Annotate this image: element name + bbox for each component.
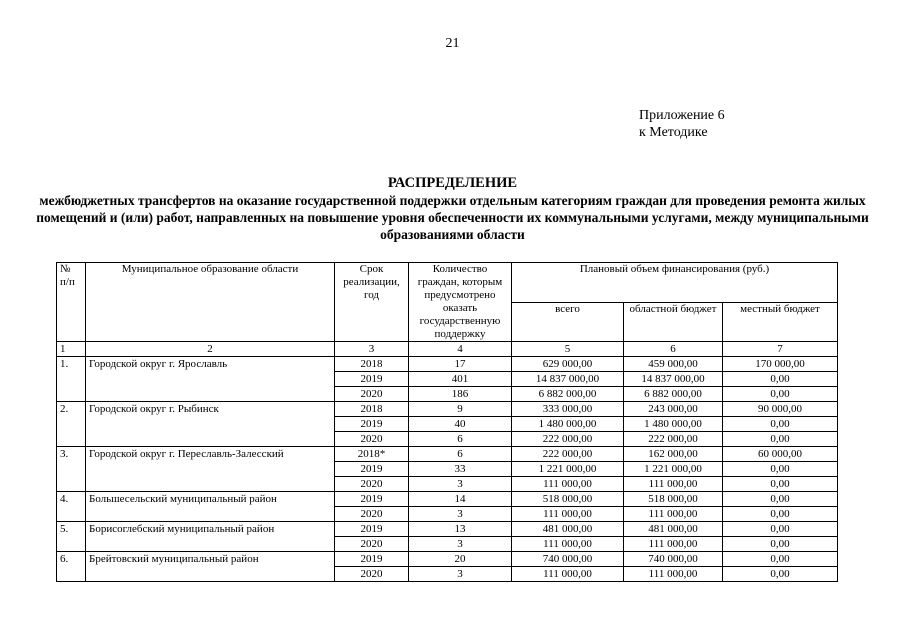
- header-total: всего: [512, 302, 624, 342]
- cell-regional: 111 000,00: [624, 537, 723, 552]
- cell-year: 2019: [335, 462, 409, 477]
- cell-total: 1 480 000,00: [512, 417, 624, 432]
- cell-count: 20: [409, 552, 512, 567]
- column-number: 1: [57, 342, 86, 357]
- appendix-reference: [639, 107, 725, 141]
- cell-count: 33: [409, 462, 512, 477]
- header-num: № п/п: [57, 263, 86, 342]
- cell-regional: 6 882 000,00: [624, 387, 723, 402]
- cell-regional: 14 837 000,00: [624, 372, 723, 387]
- column-number: 2: [86, 342, 335, 357]
- cell-regional: 162 000,00: [624, 447, 723, 462]
- column-number: 5: [512, 342, 624, 357]
- municipality-name: Городской округ г. Ярославль: [86, 357, 335, 402]
- cell-count: 3: [409, 507, 512, 522]
- cell-year: 2019: [335, 492, 409, 507]
- document-title: [30, 174, 875, 243]
- cell-local: 0,00: [723, 417, 838, 432]
- header-regional: областной бюджет: [624, 302, 723, 342]
- cell-regional: 111 000,00: [624, 477, 723, 492]
- cell-year: 2018: [335, 402, 409, 417]
- cell-count: 14: [409, 492, 512, 507]
- table-body: [57, 357, 838, 582]
- cell-year: 2019: [335, 417, 409, 432]
- column-number: 4: [409, 342, 512, 357]
- cell-regional: 243 000,00: [624, 402, 723, 417]
- appendix-line-2: к Методике: [639, 125, 708, 140]
- cell-local: 0,00: [723, 537, 838, 552]
- column-number: 3: [335, 342, 409, 357]
- cell-regional: 111 000,00: [624, 567, 723, 582]
- cell-year: 2020: [335, 567, 409, 582]
- cell-total: 14 837 000,00: [512, 372, 624, 387]
- cell-total: 333 000,00: [512, 402, 624, 417]
- municipality-name: Городской округ г. Рыбинск: [86, 402, 335, 447]
- cell-regional: 1 480 000,00: [624, 417, 723, 432]
- row-number: 5.: [57, 522, 86, 552]
- cell-total: 111 000,00: [512, 567, 624, 582]
- page-number: 21: [445, 36, 460, 51]
- cell-total: 111 000,00: [512, 537, 624, 552]
- header-local: местный бюджет: [723, 302, 838, 342]
- cell-total: 111 000,00: [512, 507, 624, 522]
- cell-year: 2020: [335, 387, 409, 402]
- cell-count: 17: [409, 357, 512, 372]
- row-number: 1.: [57, 357, 86, 402]
- cell-local: 170 000,00: [723, 357, 838, 372]
- column-number: 7: [723, 342, 838, 357]
- cell-regional: 459 000,00: [624, 357, 723, 372]
- cell-local: 90 000,00: [723, 402, 838, 417]
- table-row: [57, 447, 838, 462]
- cell-regional: 481 000,00: [624, 522, 723, 537]
- cell-total: 6 882 000,00: [512, 387, 624, 402]
- cell-local: 0,00: [723, 477, 838, 492]
- cell-total: 740 000,00: [512, 552, 624, 567]
- column-number-row: [57, 342, 838, 357]
- title-main: РАСПРЕДЕЛЕНИЕ: [387, 175, 518, 191]
- header-count: Количество граждан, которым предусмотрено оказать государственную поддержку: [409, 263, 512, 342]
- cell-total: 111 000,00: [512, 477, 624, 492]
- table-row: [57, 522, 838, 537]
- municipality-name: Брейтовский муниципальный район: [86, 552, 335, 582]
- cell-regional: 111 000,00: [624, 507, 723, 522]
- table-row: [57, 402, 838, 417]
- municipality-name: Городской округ г. Переславль-Залесский: [86, 447, 335, 492]
- cell-regional: 1 221 000,00: [624, 462, 723, 477]
- cell-count: 3: [409, 477, 512, 492]
- cell-regional: 222 000,00: [624, 432, 723, 447]
- row-number: 2.: [57, 402, 86, 447]
- cell-total: 1 221 000,00: [512, 462, 624, 477]
- header-planned-financing: Плановый объем финансирования (руб.): [512, 263, 838, 303]
- cell-local: 60 000,00: [723, 447, 838, 462]
- title-subtitle: межбюджетных трансфертов на оказание государственной поддержки отдельным категориям граждан для проведения ремонта жилых помещений и (или) работ, направленных на повышение уровня обеспеченности их коммунальными услугами, между муниципальными образованиями области: [36, 193, 869, 242]
- cell-year: 2020: [335, 507, 409, 522]
- cell-year: 2020: [335, 537, 409, 552]
- cell-local: 0,00: [723, 507, 838, 522]
- cell-local: 0,00: [723, 462, 838, 477]
- cell-year: 2018*: [335, 447, 409, 462]
- cell-year: 2019: [335, 372, 409, 387]
- column-number: 6: [624, 342, 723, 357]
- distribution-table: [56, 262, 838, 582]
- header-term: Срок реализации, год: [335, 263, 409, 342]
- cell-local: 0,00: [723, 492, 838, 507]
- cell-year: 2019: [335, 552, 409, 567]
- cell-count: 40: [409, 417, 512, 432]
- header-municipality: Муниципальное образование области: [86, 263, 335, 342]
- cell-local: 0,00: [723, 432, 838, 447]
- cell-count: 13: [409, 522, 512, 537]
- municipality-name: Большесельский муниципальный район: [86, 492, 335, 522]
- cell-count: 3: [409, 567, 512, 582]
- cell-total: 518 000,00: [512, 492, 624, 507]
- cell-regional: 740 000,00: [624, 552, 723, 567]
- appendix-line-1: Приложение 6: [639, 108, 725, 123]
- cell-year: 2020: [335, 477, 409, 492]
- table-header: [57, 263, 838, 357]
- cell-count: 186: [409, 387, 512, 402]
- cell-year: 2018: [335, 357, 409, 372]
- table-row: [57, 492, 838, 507]
- cell-count: 6: [409, 432, 512, 447]
- cell-total: 629 000,00: [512, 357, 624, 372]
- cell-count: 3: [409, 537, 512, 552]
- cell-count: 6: [409, 447, 512, 462]
- cell-regional: 518 000,00: [624, 492, 723, 507]
- cell-count: 9: [409, 402, 512, 417]
- cell-total: 222 000,00: [512, 432, 624, 447]
- cell-count: 401: [409, 372, 512, 387]
- cell-year: 2020: [335, 432, 409, 447]
- row-number: 3.: [57, 447, 86, 492]
- table-row: [57, 552, 838, 567]
- cell-total: 481 000,00: [512, 522, 624, 537]
- cell-local: 0,00: [723, 387, 838, 402]
- cell-local: 0,00: [723, 522, 838, 537]
- municipality-name: Борисоглебский муниципальный район: [86, 522, 335, 552]
- table-row: [57, 357, 838, 372]
- row-number: 6.: [57, 552, 86, 582]
- cell-local: 0,00: [723, 372, 838, 387]
- cell-local: 0,00: [723, 552, 838, 567]
- cell-total: 222 000,00: [512, 447, 624, 462]
- row-number: 4.: [57, 492, 86, 522]
- cell-local: 0,00: [723, 567, 838, 582]
- cell-year: 2019: [335, 522, 409, 537]
